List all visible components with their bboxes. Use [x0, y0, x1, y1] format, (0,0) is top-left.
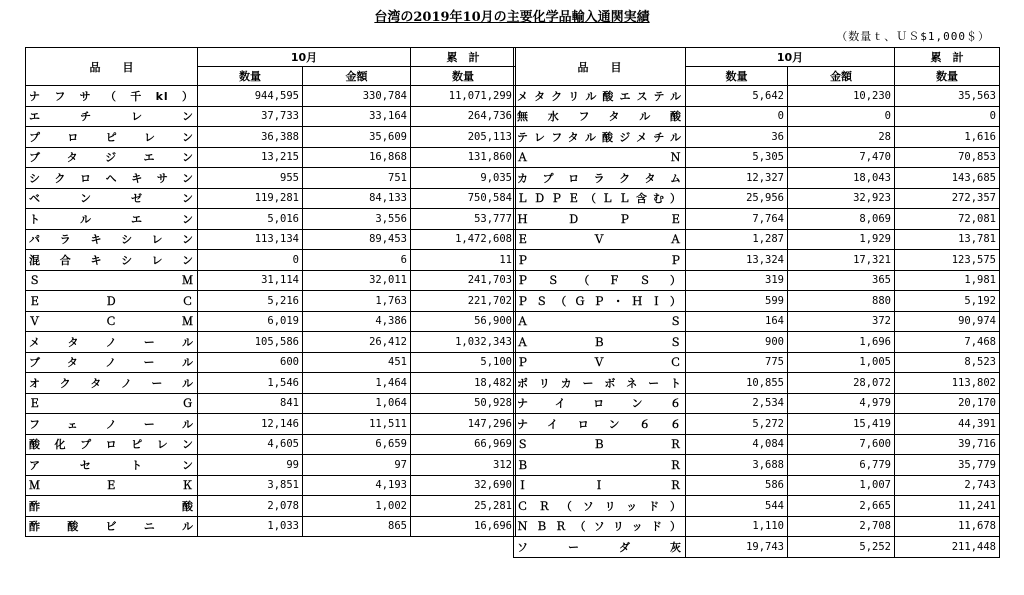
quantity-cell: 31,114 — [198, 270, 303, 291]
item-name-cell: 酢酸 — [26, 496, 198, 517]
table-row — [514, 168, 1000, 189]
cumulative-quantity-cell: 35,563 — [895, 86, 1000, 107]
table-row — [26, 393, 516, 414]
amount-cell: 6 — [303, 250, 411, 271]
cumulative-quantity-cell: 90,974 — [895, 311, 1000, 332]
unit-note: （数量ｔ、ＵＳ$1,000＄） — [836, 30, 990, 43]
cumulative-quantity-cell: 53,777 — [411, 209, 516, 230]
table-row — [514, 106, 1000, 127]
table-row — [26, 414, 516, 435]
cumulative-quantity-cell: 70,853 — [895, 147, 1000, 168]
table-row — [514, 147, 1000, 168]
amount-cell: 1,005 — [788, 352, 895, 373]
amount-cell: 365 — [788, 270, 895, 291]
table-row — [514, 352, 1000, 373]
table-row — [514, 393, 1000, 414]
cumulative-quantity-cell: 9,035 — [411, 168, 516, 189]
cumulative-quantity-cell: 16,696 — [411, 516, 516, 537]
item-name-cell: ナイロン６６ — [514, 414, 686, 435]
quantity-cell: 99 — [198, 455, 303, 476]
quantity-cell: 544 — [686, 496, 788, 517]
header-amount: 金額 — [303, 67, 411, 86]
item-name-cell: ＳＭ — [26, 270, 198, 291]
quantity-cell: 2,078 — [198, 496, 303, 517]
table-row — [514, 516, 1000, 537]
item-name-cell: ＣＲ（ソリッド） — [514, 496, 686, 517]
amount-cell: 2,708 — [788, 516, 895, 537]
amount-cell: 1,696 — [788, 332, 895, 353]
quantity-cell: 119,281 — [198, 188, 303, 209]
item-name-cell: ＡＳ — [514, 311, 686, 332]
cumulative-quantity-cell: 1,032,343 — [411, 332, 516, 353]
item-name-cell: ＶＣＭ — [26, 311, 198, 332]
quantity-cell: 0 — [198, 250, 303, 271]
amount-cell: 751 — [303, 168, 411, 189]
item-name-cell: ナイロン６ — [514, 393, 686, 414]
header-month: 10月 — [686, 48, 895, 67]
cumulative-quantity-cell: 241,703 — [411, 270, 516, 291]
quantity-cell: 3,851 — [198, 475, 303, 496]
table-row — [26, 147, 516, 168]
quantity-cell: 586 — [686, 475, 788, 496]
quantity-cell: 841 — [198, 393, 303, 414]
cumulative-quantity-cell: 13,781 — [895, 229, 1000, 250]
table-row — [514, 373, 1000, 394]
item-name-cell: 酢酸ビニル — [26, 516, 198, 537]
amount-cell: 0 — [788, 106, 895, 127]
quantity-cell: 3,688 — [686, 455, 788, 476]
item-name-cell: トルエン — [26, 209, 198, 230]
table-row — [26, 106, 516, 127]
amount-cell: 10,230 — [788, 86, 895, 107]
cumulative-quantity-cell: 7,468 — [895, 332, 1000, 353]
import-table-right — [513, 47, 1000, 558]
table-row — [514, 127, 1000, 148]
header-cumulative: 累 計 — [895, 48, 1000, 67]
table-row — [26, 270, 516, 291]
amount-cell: 35,609 — [303, 127, 411, 148]
cumulative-quantity-cell: 25,281 — [411, 496, 516, 517]
quantity-cell: 36 — [686, 127, 788, 148]
header-cumulative: 累 計 — [411, 48, 516, 67]
item-name-cell: ＥＤＣ — [26, 291, 198, 312]
table-row — [26, 455, 516, 476]
cumulative-quantity-cell: 113,802 — [895, 373, 1000, 394]
amount-cell: 97 — [303, 455, 411, 476]
item-name-cell: ＡＢＳ — [514, 332, 686, 353]
amount-cell: 6,659 — [303, 434, 411, 455]
quantity-cell: 25,956 — [686, 188, 788, 209]
quantity-cell: 599 — [686, 291, 788, 312]
amount-cell: 84,133 — [303, 188, 411, 209]
cumulative-quantity-cell: 221,702 — [411, 291, 516, 312]
item-name-cell: カプロラクタム — [514, 168, 686, 189]
cumulative-quantity-cell: 44,391 — [895, 414, 1000, 435]
amount-cell: 880 — [788, 291, 895, 312]
amount-cell: 26,412 — [303, 332, 411, 353]
item-name-cell: プロピレン — [26, 127, 198, 148]
amount-cell: 1,763 — [303, 291, 411, 312]
amount-cell: 2,665 — [788, 496, 895, 517]
quantity-cell: 319 — [686, 270, 788, 291]
quantity-cell: 113,134 — [198, 229, 303, 250]
table-row — [26, 373, 516, 394]
table-row — [514, 209, 1000, 230]
quantity-cell: 164 — [686, 311, 788, 332]
quantity-cell: 955 — [198, 168, 303, 189]
cumulative-quantity-cell: 272,357 — [895, 188, 1000, 209]
quantity-cell: 2,534 — [686, 393, 788, 414]
item-name-cell: ブタノール — [26, 352, 198, 373]
import-table-left — [25, 47, 516, 537]
quantity-cell: 900 — [686, 332, 788, 353]
cumulative-quantity-cell: 312 — [411, 455, 516, 476]
quantity-cell: 5,305 — [686, 147, 788, 168]
amount-cell: 4,193 — [303, 475, 411, 496]
header-amount: 金額 — [788, 67, 895, 86]
amount-cell: 7,600 — [788, 434, 895, 455]
table-row — [514, 311, 1000, 332]
quantity-cell: 37,733 — [198, 106, 303, 127]
table-row — [514, 496, 1000, 517]
table-row — [26, 250, 516, 271]
amount-cell: 7,470 — [788, 147, 895, 168]
amount-cell: 28 — [788, 127, 895, 148]
quantity-cell: 5,016 — [198, 209, 303, 230]
table-row — [514, 188, 1000, 209]
amount-cell: 451 — [303, 352, 411, 373]
cumulative-quantity-cell: 147,296 — [411, 414, 516, 435]
quantity-cell: 13,215 — [198, 147, 303, 168]
item-name-cell: ＥＧ — [26, 393, 198, 414]
item-name-cell: ＩＩＲ — [514, 475, 686, 496]
cumulative-quantity-cell: 5,192 — [895, 291, 1000, 312]
quantity-cell: 1,287 — [686, 229, 788, 250]
left-table-body — [26, 86, 516, 537]
quantity-cell: 12,146 — [198, 414, 303, 435]
right-table-body — [514, 86, 1000, 558]
quantity-cell: 5,272 — [686, 414, 788, 435]
amount-cell: 15,419 — [788, 414, 895, 435]
table-row — [514, 86, 1000, 107]
table-row — [26, 168, 516, 189]
quantity-cell: 4,084 — [686, 434, 788, 455]
cumulative-quantity-cell: 0 — [895, 106, 1000, 127]
item-name-cell: パラキシレン — [26, 229, 198, 250]
page-title: 台湾の2019年10月の主要化学品輸入通関実績 — [374, 10, 650, 25]
item-name-cell: 無水フタル酸 — [514, 106, 686, 127]
cumulative-quantity-cell: 205,113 — [411, 127, 516, 148]
table-row — [514, 414, 1000, 435]
amount-cell: 1,064 — [303, 393, 411, 414]
table-row — [514, 270, 1000, 291]
cumulative-quantity-cell: 131,860 — [411, 147, 516, 168]
item-name-cell: ソーダ灰 — [514, 537, 686, 558]
amount-cell: 17,321 — [788, 250, 895, 271]
amount-cell: 8,069 — [788, 209, 895, 230]
header-cum-quantity: 数量 — [411, 67, 516, 86]
item-name-cell: ＬＤＰＥ（ＬＬ含む） — [514, 188, 686, 209]
quantity-cell: 1,033 — [198, 516, 303, 537]
table-row — [26, 516, 516, 537]
cumulative-quantity-cell: 2,743 — [895, 475, 1000, 496]
amount-cell: 32,923 — [788, 188, 895, 209]
amount-cell: 865 — [303, 516, 411, 537]
header-cum-quantity: 数量 — [895, 67, 1000, 86]
item-name-cell: 酸化プロピレン — [26, 434, 198, 455]
item-name-cell: シクロヘキサン — [26, 168, 198, 189]
quantity-cell: 1,110 — [686, 516, 788, 537]
item-name-cell: ＢＲ — [514, 455, 686, 476]
item-name-cell: ＭＥＫ — [26, 475, 198, 496]
item-name-cell: ナフサ（千kl） — [26, 86, 198, 107]
quantity-cell: 19,743 — [686, 537, 788, 558]
item-name-cell: テレフタル酸ジメチル — [514, 127, 686, 148]
item-name-cell: オクタノール — [26, 373, 198, 394]
header-quantity: 数量 — [686, 67, 788, 86]
table-row — [26, 352, 516, 373]
amount-cell: 32,011 — [303, 270, 411, 291]
header-item: 品 目 — [26, 48, 198, 86]
amount-cell: 1,007 — [788, 475, 895, 496]
cumulative-quantity-cell: 1,981 — [895, 270, 1000, 291]
quantity-cell: 0 — [686, 106, 788, 127]
cumulative-quantity-cell: 56,900 — [411, 311, 516, 332]
table-row — [26, 127, 516, 148]
cumulative-quantity-cell: 32,690 — [411, 475, 516, 496]
amount-cell: 33,164 — [303, 106, 411, 127]
quantity-cell: 600 — [198, 352, 303, 373]
item-name-cell: フェノール — [26, 414, 198, 435]
table-row — [514, 537, 1000, 558]
cumulative-quantity-cell: 1,472,608 — [411, 229, 516, 250]
item-name-cell: メタクリル酸エステル — [514, 86, 686, 107]
header-month: 10月 — [198, 48, 411, 67]
quantity-cell: 944,595 — [198, 86, 303, 107]
cumulative-quantity-cell: 35,779 — [895, 455, 1000, 476]
cumulative-quantity-cell: 39,716 — [895, 434, 1000, 455]
item-name-cell: ＰＰ — [514, 250, 686, 271]
cumulative-quantity-cell: 264,736 — [411, 106, 516, 127]
table-row — [26, 434, 516, 455]
amount-cell: 18,043 — [788, 168, 895, 189]
header-quantity: 数量 — [198, 67, 303, 86]
cumulative-quantity-cell: 1,616 — [895, 127, 1000, 148]
table-row — [26, 332, 516, 353]
amount-cell: 89,453 — [303, 229, 411, 250]
quantity-cell: 775 — [686, 352, 788, 373]
amount-cell: 6,779 — [788, 455, 895, 476]
quantity-cell: 5,216 — [198, 291, 303, 312]
quantity-cell: 6,019 — [198, 311, 303, 332]
quantity-cell: 36,388 — [198, 127, 303, 148]
quantity-cell: 10,855 — [686, 373, 788, 394]
quantity-cell: 1,546 — [198, 373, 303, 394]
table-row — [26, 188, 516, 209]
item-name-cell: ＡＮ — [514, 147, 686, 168]
item-name-cell: ＰＳ（ＧＰ・ＨＩ） — [514, 291, 686, 312]
amount-cell: 28,072 — [788, 373, 895, 394]
amount-cell: 11,511 — [303, 414, 411, 435]
table-row — [26, 209, 516, 230]
cumulative-quantity-cell: 5,100 — [411, 352, 516, 373]
amount-cell: 1,464 — [303, 373, 411, 394]
amount-cell: 330,784 — [303, 86, 411, 107]
cumulative-quantity-cell: 18,482 — [411, 373, 516, 394]
amount-cell: 372 — [788, 311, 895, 332]
table-row — [514, 475, 1000, 496]
cumulative-quantity-cell: 20,170 — [895, 393, 1000, 414]
cumulative-quantity-cell: 66,969 — [411, 434, 516, 455]
item-name-cell: メタノール — [26, 332, 198, 353]
item-name-cell: ＮＢＲ（ソリッド） — [514, 516, 686, 537]
item-name-cell: ベンゼン — [26, 188, 198, 209]
table-row — [26, 229, 516, 250]
amount-cell: 3,556 — [303, 209, 411, 230]
amount-cell: 1,002 — [303, 496, 411, 517]
amount-cell: 16,868 — [303, 147, 411, 168]
quantity-cell: 12,327 — [686, 168, 788, 189]
item-name-cell: エチレン — [26, 106, 198, 127]
table-row — [26, 311, 516, 332]
quantity-cell: 4,605 — [198, 434, 303, 455]
cumulative-quantity-cell: 143,685 — [895, 168, 1000, 189]
table-row — [514, 229, 1000, 250]
cumulative-quantity-cell: 50,928 — [411, 393, 516, 414]
cumulative-quantity-cell: 11,241 — [895, 496, 1000, 517]
cumulative-quantity-cell: 211,448 — [895, 537, 1000, 558]
table-row — [26, 496, 516, 517]
cumulative-quantity-cell: 11,071,299 — [411, 86, 516, 107]
item-name-cell: ＰＶＣ — [514, 352, 686, 373]
table-row — [514, 250, 1000, 271]
quantity-cell: 105,586 — [198, 332, 303, 353]
item-name-cell: 混合キシレン — [26, 250, 198, 271]
item-name-cell: ＥＶＡ — [514, 229, 686, 250]
quantity-cell: 5,642 — [686, 86, 788, 107]
amount-cell: 1,929 — [788, 229, 895, 250]
cumulative-quantity-cell: 72,081 — [895, 209, 1000, 230]
item-name-cell: ブタジエン — [26, 147, 198, 168]
table-row — [514, 291, 1000, 312]
amount-cell: 5,252 — [788, 537, 895, 558]
table-row — [26, 291, 516, 312]
quantity-cell: 7,764 — [686, 209, 788, 230]
table-row — [26, 475, 516, 496]
cumulative-quantity-cell: 11 — [411, 250, 516, 271]
item-name-cell: ポリカーボネート — [514, 373, 686, 394]
amount-cell: 4,979 — [788, 393, 895, 414]
header-item: 品 目 — [514, 48, 686, 86]
cumulative-quantity-cell: 11,678 — [895, 516, 1000, 537]
item-name-cell: ＳＢＲ — [514, 434, 686, 455]
cumulative-quantity-cell: 123,575 — [895, 250, 1000, 271]
quantity-cell: 13,324 — [686, 250, 788, 271]
table-row — [514, 434, 1000, 455]
amount-cell: 4,386 — [303, 311, 411, 332]
item-name-cell: ＨＤＰＥ — [514, 209, 686, 230]
table-row — [26, 86, 516, 107]
item-name-cell: ＰＳ（ＦＳ） — [514, 270, 686, 291]
table-row — [514, 455, 1000, 476]
cumulative-quantity-cell: 8,523 — [895, 352, 1000, 373]
table-row — [514, 332, 1000, 353]
item-name-cell: アセトン — [26, 455, 198, 476]
cumulative-quantity-cell: 750,584 — [411, 188, 516, 209]
